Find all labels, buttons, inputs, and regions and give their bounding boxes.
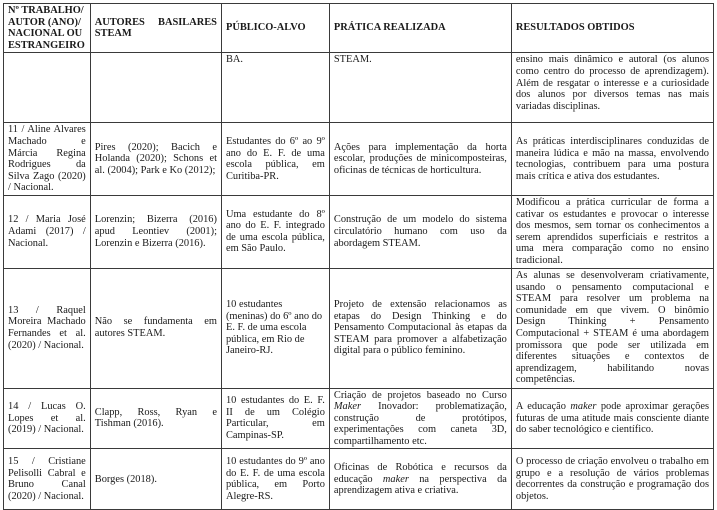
pratica-text: Criação de projetos baseado no Curso (333, 389, 507, 401)
table-row (4, 123, 714, 196)
cell-pratica: Projeto de extensão relacionamos as etapas do Design Thinking e do Pensamento Computacional às etapas da STEAM para promover a alfabetização digital para o público feminino. (329, 268, 511, 388)
table-row (4, 268, 714, 388)
cell-resultados: ensino mais dinâmico e autoral (os alunos como centro do processo de aprendizagem). Além de resgatar o interesse e a curiosidade dos alunos por diversos temas nas mais variadas disciplinas. (511, 53, 713, 123)
table-row (4, 195, 714, 268)
cell-publico: 10 estudantes do 9º ano do E. F. de uma escola pública, em Porto Alegre-RS. (221, 449, 329, 510)
cell-pratica (329, 388, 511, 449)
header-autores-basilares: AUTORES BASILARES STEAM (90, 4, 221, 53)
cell-pratica: STEAM. (329, 53, 511, 123)
cell-publico: 10 estudantes do E. F. II de um Colégio Particular, em Campinas-SP. (221, 388, 329, 449)
cell-publico: 10 estudantes (meninas) do 6º ano do E. F. de uma escola pública, em Rio de Janeiro-RJ. (221, 268, 329, 388)
header-publico-alvo: PÚBLICO-ALVO (221, 4, 329, 53)
cell-pratica (329, 449, 511, 510)
resultados-maker-term: maker (570, 401, 597, 413)
resultados-text: pode aproximar gerações futuras de uma atitude mais consciente diante do saber tecnológico e científico. (515, 401, 709, 436)
literature-review-table (3, 3, 714, 510)
table-row (4, 449, 714, 510)
cell-autores: Pires (2020); Bacich e Holanda (2020); Schons et al. (2004); Park e Ko (2012); (90, 123, 221, 196)
table-row (4, 53, 714, 123)
pratica-maker-term: maker (382, 473, 409, 485)
table-header-row (4, 4, 714, 53)
pratica-text: Oficinas de Robótica e recursos da educação (333, 462, 507, 485)
header-trabalho: Nº TRABALHO/ AUTOR (ANO)/ NACIONAL OU ESTRANGEIRO (4, 4, 91, 53)
resultados-text: A educação (515, 401, 571, 413)
cell-publico: BA. (221, 53, 329, 123)
cell-autores: Borges (2018). (90, 449, 221, 510)
header-pratica-realizada: PRÁTICA REALIZADA (329, 4, 511, 53)
pratica-maker-term: Maker (333, 401, 362, 413)
cell-pratica: Construção de um modelo do sistema circulatório humano com uso da abordagem STEAM. (329, 195, 511, 268)
pratica-text: na perspectiva da aprendizagem ativa e criativa. (333, 473, 507, 497)
cell-pratica: Ações para implementação da horta escolar, produções de minicomposteiras, oficinas de técnicas de horticultura. (329, 123, 511, 196)
cell-resultados (511, 388, 713, 449)
cell-trabalho: 14 / Lucas O. Lopes et al. (2019) / Nacional. (4, 388, 91, 449)
cell-trabalho: 11 / Aline Alvares Machado e Márcia Regina Rodrigues da Silva Zago (2020) / Nacional. (4, 123, 91, 196)
pratica-text: Inovador: problematização, construção de protótipos, experimentações com caneta 3D, compartilhamento etc. (333, 401, 507, 447)
table-row (4, 388, 714, 449)
cell-autores: Clapp, Ross, Ryan e Tishman (2016). (90, 388, 221, 449)
cell-trabalho (4, 53, 91, 123)
cell-autores: Lorenzin; Bizerra (2016) apud Leontiev (2001); Lorenzin e Bizerra (2016). (90, 195, 221, 268)
cell-trabalho: 15 / Cristiane Pelisolli Cabral e Bruno Canal (2020) / Nacional. (4, 449, 91, 510)
cell-autores (90, 53, 221, 123)
cell-resultados: As práticas interdisciplinares conduzidas de maneira lúdica e mão na massa, envolvendo tecnologias, contribuem para uma postura mais crítica e ativa dos estudantes. (511, 123, 713, 196)
cell-publico: Estudantes do 6º ao 9º ano do E. F. de uma escola pública, em Curitiba-PR. (221, 123, 329, 196)
cell-resultados: O processo de criação envolveu o trabalho em grupo e a resolução de vários problemas decorrentes da construção e programação dos objetos. (511, 449, 713, 510)
cell-trabalho: 12 / Maria José Adami (2017) / Nacional. (4, 195, 91, 268)
cell-autores: Não se fundamenta em autores STEAM. (90, 268, 221, 388)
cell-resultados: As alunas se desenvolveram criativamente, usando o pensamento computacional e STEAM para resolver um problema na comunidade em que vivem. O binômio Design Thinking + Pensamento Computacional + STEAM é uma abordagem promissora que pode ser utilizada em diferentes situações e contextos de aprendizagem, habilitando novas competências. (511, 268, 713, 388)
cell-publico: Uma estudante do 8º ano do E. F. integrado de uma escola pública, em São Paulo. (221, 195, 329, 268)
header-resultados-obtidos: RESULTADOS OBTIDOS (511, 4, 713, 53)
cell-resultados: Modificou a prática curricular de forma a cativar os estudantes e provocar o interesse dos mesmos, sem tornar os conhecimentos a serem aprendidos superficiais e restritos a uma mera comparação como no ensino tradicional. (511, 195, 713, 268)
cell-trabalho: 13 / Raquel Moreira Machado Fernandes et al. (2020) / Nacional. (4, 268, 91, 388)
